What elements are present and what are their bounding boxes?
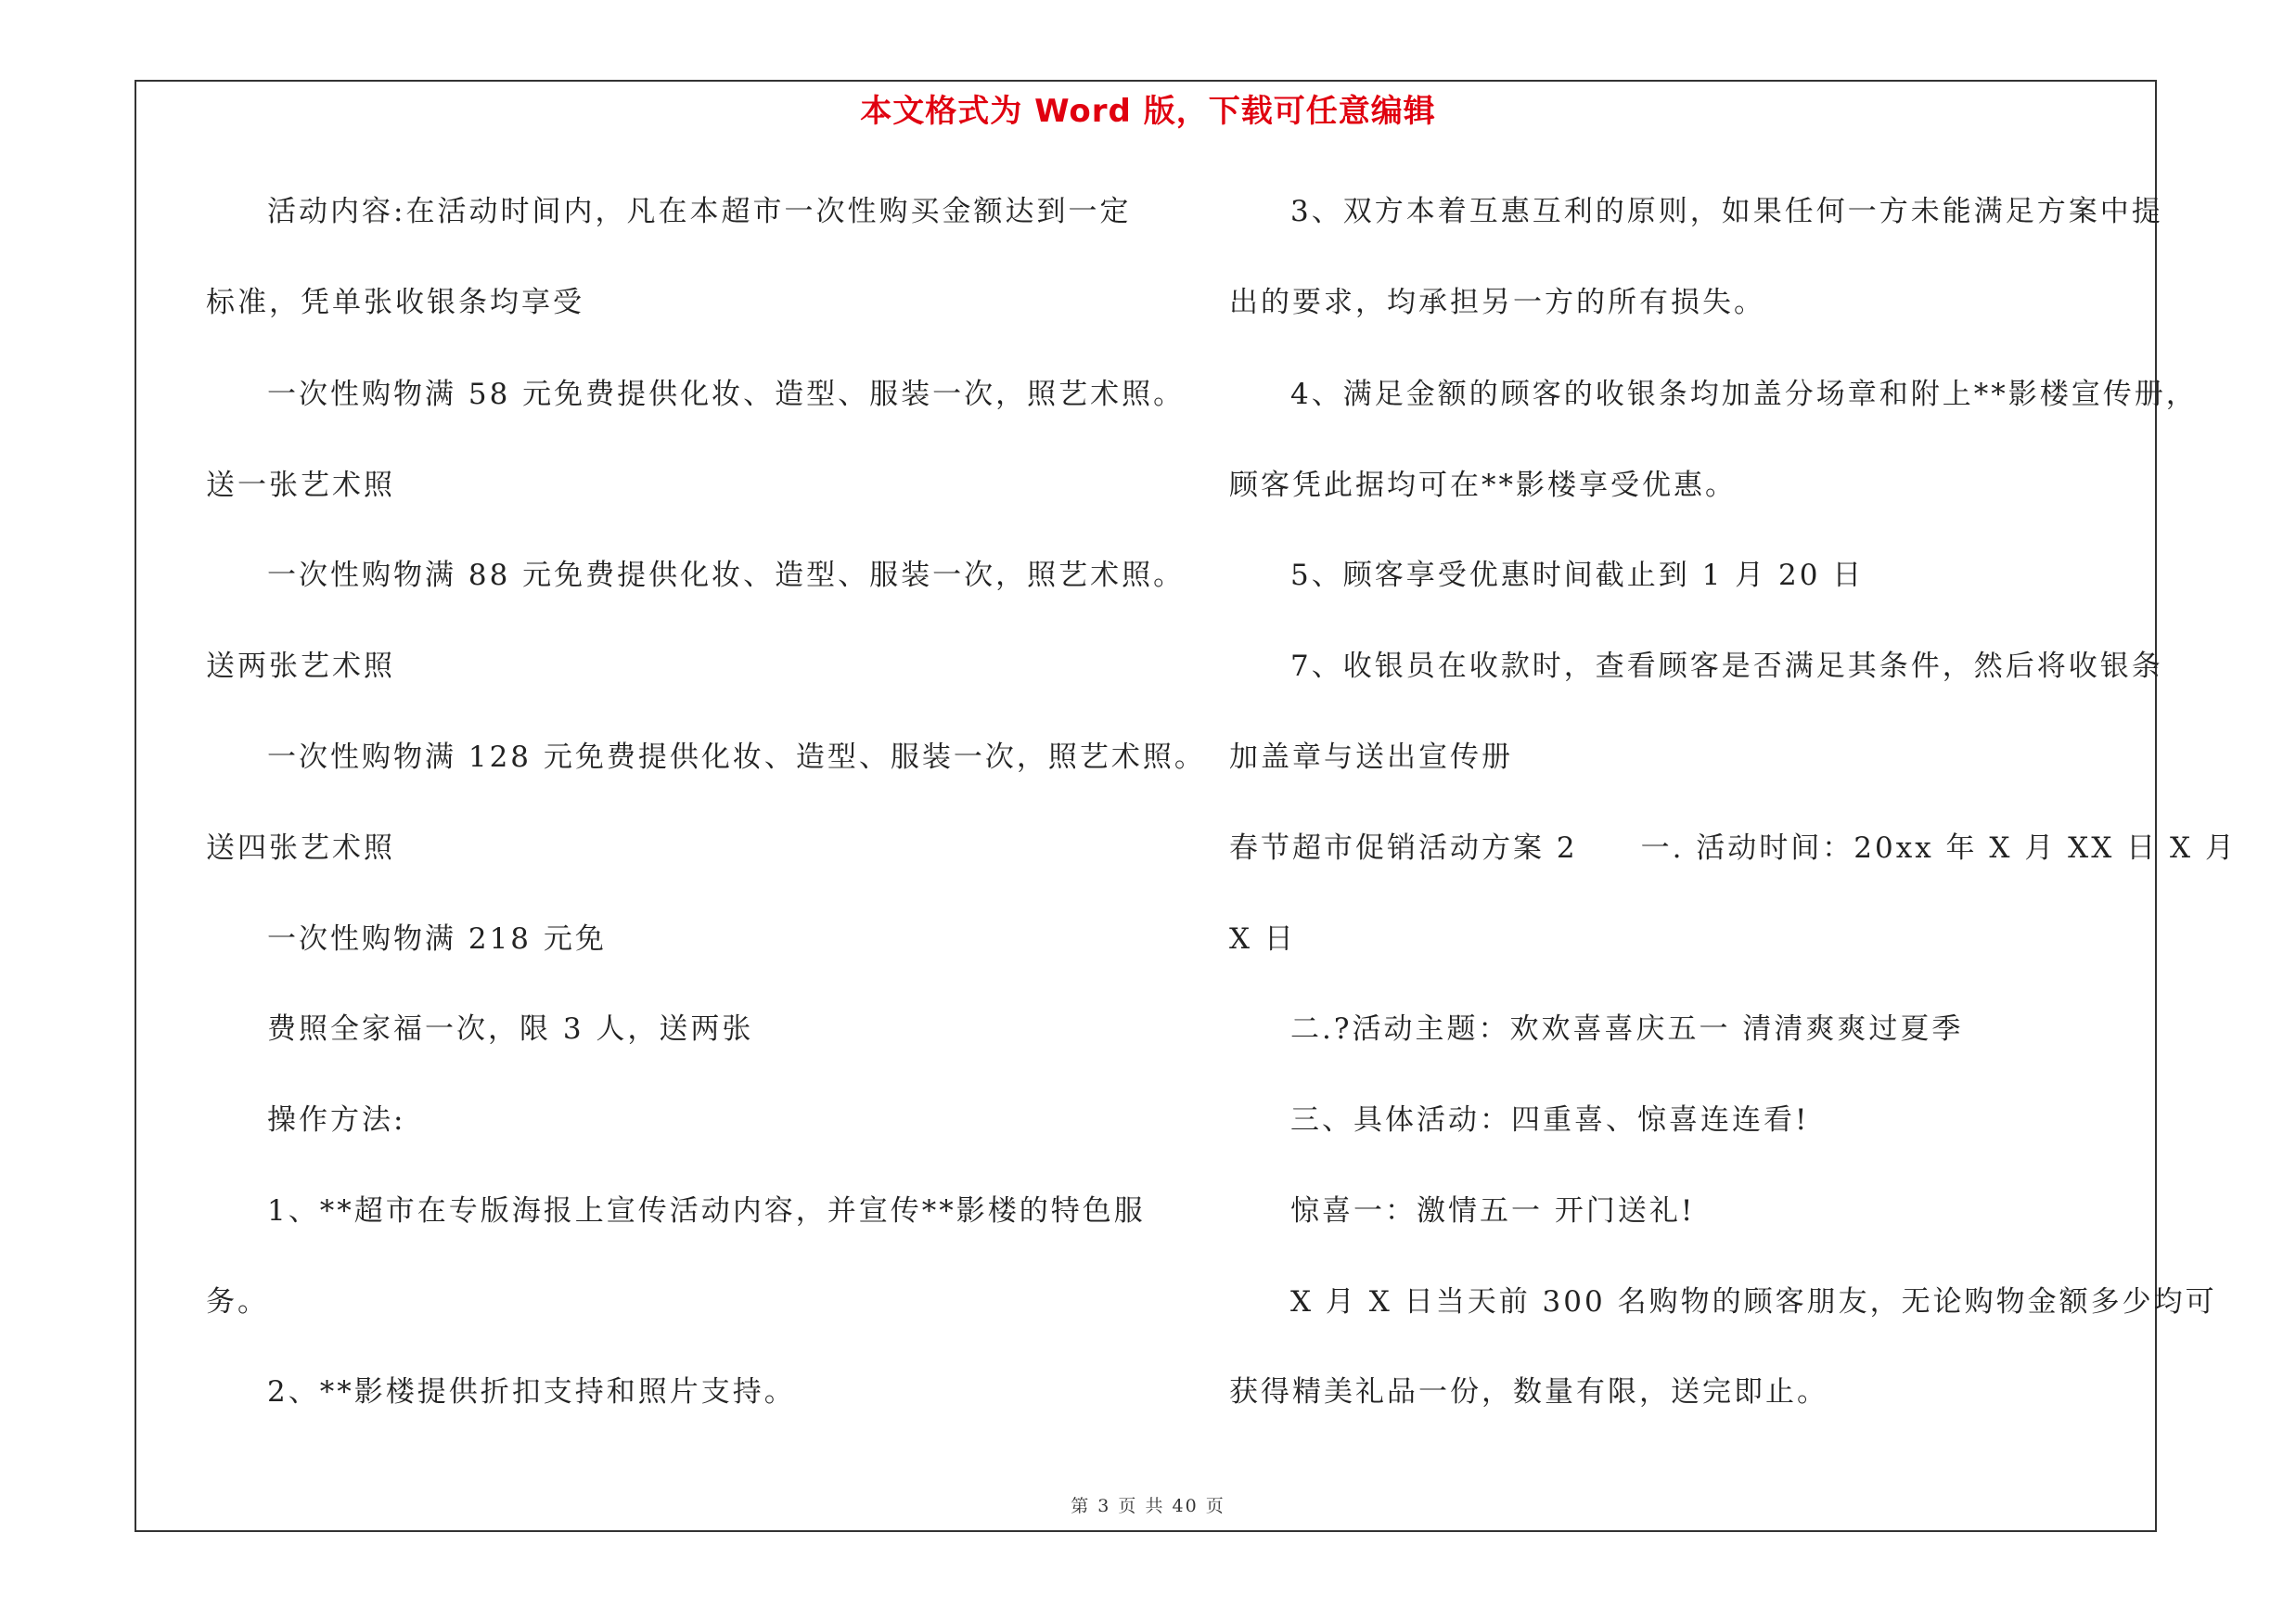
paragraph-line: 一次性购物满 58 元免费提供化妆、造型、服装一次，照艺术照。 — [267, 378, 1186, 411]
paragraph-line: 1、**超市在专版海报上宣传活动内容，并宣传**影楼的特色服 — [267, 1194, 1146, 1228]
paragraph-line: 操作方法: — [267, 1103, 406, 1137]
paragraph-line: 2、**影楼提供折扣支持和照片支持。 — [267, 1375, 796, 1409]
paragraph-line: 务。 — [206, 1285, 269, 1319]
paragraph-line: 5、顾客享受优惠时间截止到 1 月 20 日 — [1290, 559, 1865, 592]
paragraph-line: 7、收银员在收款时，查看顾客是否满足其条件，然后将收银条 — [1290, 650, 2163, 683]
paragraph-line: 获得精美礼品一份，数量有限，送完即止。 — [1229, 1375, 1828, 1409]
paragraph-line: X 日 — [1229, 922, 1296, 956]
paragraph-line: 出的要求，均承担另一方的所有损失。 — [1229, 286, 1765, 319]
paragraph-line: 一次性购物满 128 元免费提供化妆、造型、服装一次，照艺术照。 — [267, 741, 1206, 774]
document-header-title: 本文格式为 Word 版，下载可任意编辑 — [860, 93, 1436, 130]
paragraph-line: 费照全家福一次，限 3 人，送两张 — [267, 1012, 754, 1046]
paragraph-line: 顾客凭此据均可在**影楼享受优惠。 — [1229, 469, 1737, 502]
page-number-footer: 第 3 页 共 40 页 — [1071, 1496, 1225, 1516]
paragraph-line: 送两张艺术照 — [206, 650, 395, 683]
paragraph-line: 送一张艺术照 — [206, 469, 395, 502]
paragraph-line: 活动内容:在活动时间内，凡在本超市一次性购买金额达到一定 — [267, 195, 1132, 228]
paragraph-line: X 月 X 日当天前 300 名购物的顾客朋友，无论购物金额多少均可 — [1290, 1285, 2217, 1319]
paragraph-line: 三、具体活动：四重喜、惊喜连连看! — [1290, 1103, 1810, 1137]
paragraph-line: 加盖章与送出宣传册 — [1229, 741, 1513, 774]
paragraph-line: 送四张艺术照 — [206, 831, 395, 865]
paragraph-line: 惊喜一：激情五一 开门送礼! — [1290, 1194, 1696, 1228]
paragraph-line: 一次性购物满 218 元免 — [267, 922, 607, 956]
paragraph-line: 一次性购物满 88 元免费提供化妆、造型、服装一次，照艺术照。 — [267, 559, 1186, 592]
section-heading-line: 春节超市促销活动方案 2 一. 活动时间：20xx 年 X 月 XX 日 X 月 — [1229, 831, 2237, 865]
paragraph-line: 4、满足金额的顾客的收银条均加盖分场章和附上**影楼宣传册， — [1290, 378, 2198, 411]
paragraph-line: 二.?活动主题：欢欢喜喜庆五一 清清爽爽过夏季 — [1290, 1012, 1964, 1046]
paragraph-line: 标准，凭单张收银条均享受 — [206, 286, 584, 319]
paragraph-line: 3、双方本着互惠互利的原则，如果任何一方未能满足方案中提 — [1290, 195, 2163, 228]
